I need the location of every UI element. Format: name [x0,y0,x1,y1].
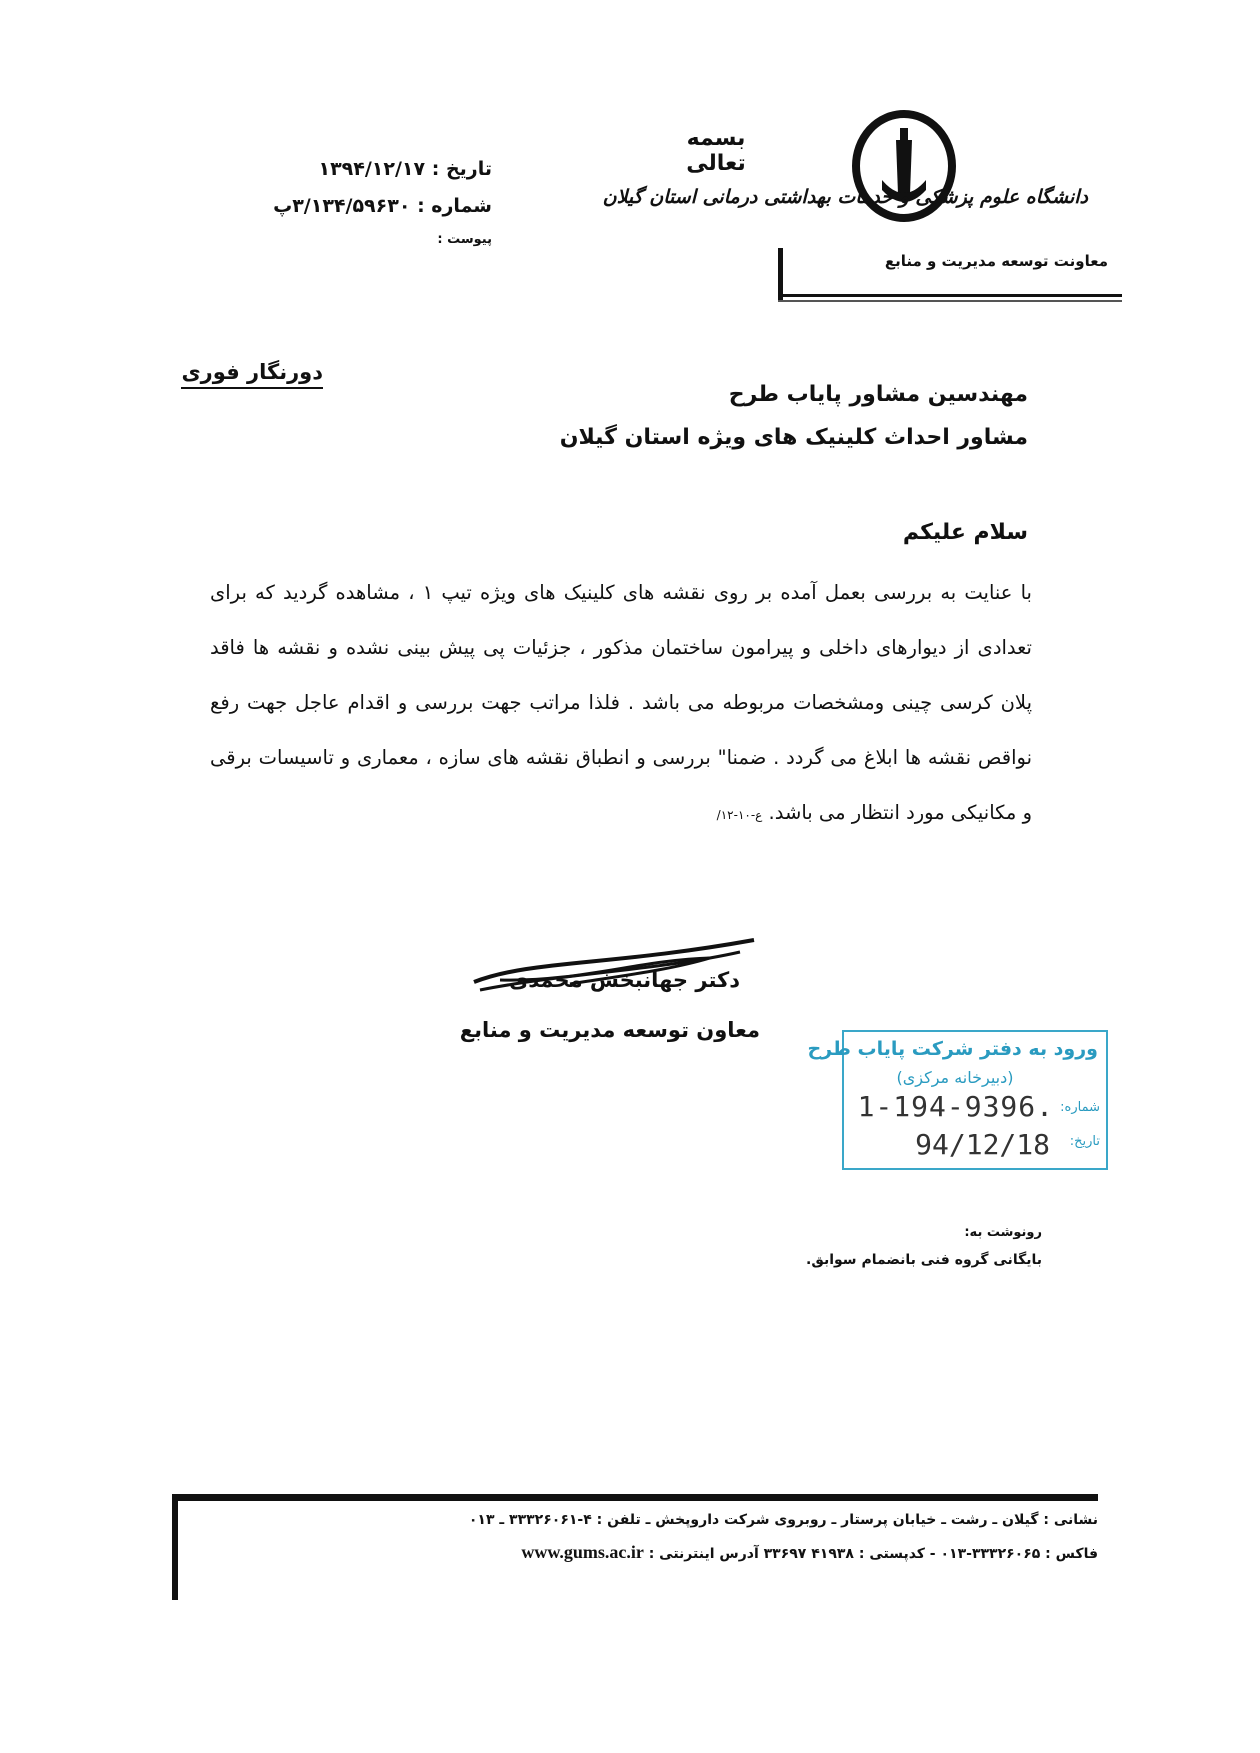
cc-text: بایگانی گروه فنی بانضمام سوابق. [806,1252,1042,1268]
bismillah-heading: بسمه تعالی [686,126,746,176]
stamp-title: ورود به دفتر شرکت پایاب طرح [807,1038,1098,1060]
addressee-line-1: مهندسین مشاور پایاب طرح [728,382,1028,407]
footer-rule [172,1494,1098,1501]
letter-body-text: با عنایت به بررسی بعمل آمده بر روی نقشه های کلینیک های ویژه تیپ ۱ ، مشاهده گردید که برای تعدادی از دیوارهای داخلی و پیرامون ساختمان مذکور ، جزئیات پی پیش بینی نشده و نقشه ها فاقد پلان کرسی چینی ومشخصات مربوطه می باشد . فلذا مراتب جهت بررسی و اقدام عاجل جهت رفع نواقص نقشه ها ابلاغ می گردد . ضمنا" بررسی و انطباق نقشه های سازه ، معماری و تاسیسات برقی و مکانیکی مورد انتظار می باشد. [210,581,1032,824]
department-box-line [778,294,1122,297]
stamp-number-value: 1-194-9396. [857,1090,1054,1123]
footer-side-rule [172,1494,178,1600]
reference-code: ع-۱۰-۱۲/ [716,808,763,822]
letter-body [210,565,1032,843]
stamp-date-label: تاریخ: [1069,1134,1100,1149]
signatory-title: معاون توسعه مدیریت و منابع [459,1018,760,1042]
cc-label: رونوشت به: [964,1225,1042,1240]
footer-contact [521,1542,1098,1563]
stamp-subtitle: (دبیرخانه مرکزی) [896,1068,1014,1087]
number-value: ۳/۱۳۴/۵۹۶۳۰پ [273,195,411,217]
department-box-line [778,300,1122,302]
department-name: معاونت توسعه مدیریت و منابع [884,252,1108,270]
letter-number [273,195,492,217]
footer-fax-postal: فاکس : ۳۳۳۲۶۰۶۵-۰۱۳ - کدپستی : ۴۱۹۳۸ ۳۳۶۹۷ آدرس اینترنتی : [648,1546,1098,1562]
receipt-stamp [807,1030,1108,1170]
footer-website: www.gums.ac.ir [521,1542,644,1562]
university-name: دانشگاه علوم پزشکی و خدمات بهداشتی درمانی استان گیلان [602,186,1088,208]
stamp-date-value: 94/12/18 [915,1128,1050,1161]
stamp-number-label: شماره: [1060,1100,1100,1115]
greeting: سلام علیکم [902,520,1028,545]
letter-date [318,158,492,180]
date-label: تاریخ : [431,158,492,180]
signatory-name: دکتر جهانبخش محمدی [509,968,740,992]
number-label: شماره : [417,195,492,217]
date-value: ۱۳۹۴/۱۲/۱۷ [318,158,426,180]
urgent-fax-label: دورنگار فوری [181,360,323,389]
attachment-label: پیوست : [437,232,492,247]
addressee-line-2: مشاور احداث کلینیک های ویژه استان گیلان [559,425,1028,450]
footer-address: نشانی : گیلان ـ رشت ـ خیابان پرستار ـ روبروی شرکت داروپخش ـ تلفن : ۴-۳۳۳۲۶۰۶۱ ـ ۰۱۳ [468,1512,1098,1528]
